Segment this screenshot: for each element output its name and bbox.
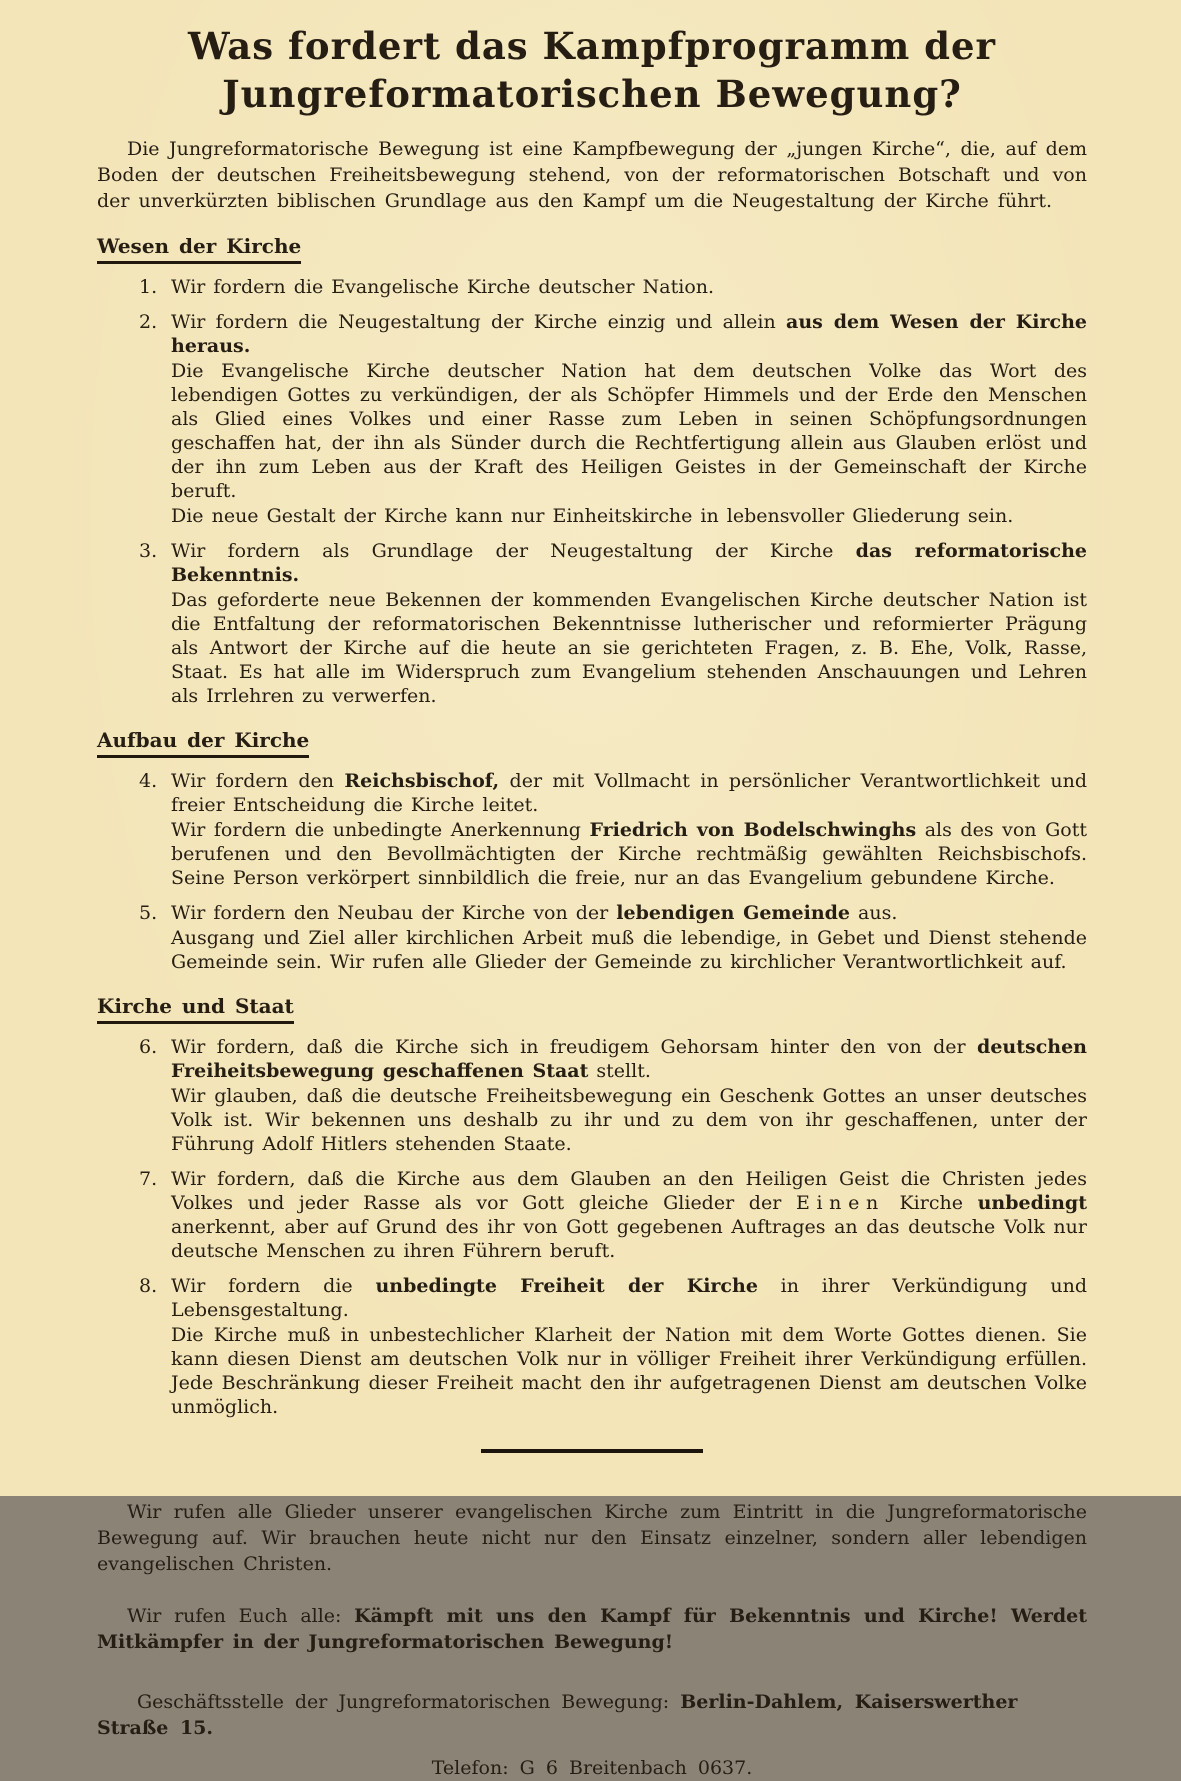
text-run: Kirche [884,1192,978,1215]
item-statement [171,1035,1087,1083]
text-run: Die Kirche muß in unbestechlicher Klarheit der Nation mit dem Worte Gottes dienen. Sie kann diesen Dienst am deutschen Volk nur in völliger Freiheit ihrer Verkündigung erfüllen. Jede Beschränkung dieser Freiheit macht den ihr aufgetragenen Dienst am deutschen Volke unmöglich. [171,1324,1087,1419]
text-run: Die Evangelische Kirche deutscher Nation hat dem deutschen Volke das Wort des lebendigen Gottes zu verkündigen, der als Schöpfer Himmels und der Erde den Menschen als Glied eines Volkes und einer Rasse zum Leben in seinen Schöpfungsordnungen geschaffen hat, der ihn als Sünder durch die Rechtfertigung allein aus Glauben erlöst und der ihn zum Leben aus der Kraft des Heiligen Geistes in der Gemeinschaft der Kirche beruft. [171,360,1087,503]
demand-item [97,1035,1087,1156]
item-paragraph [171,1323,1087,1419]
closing-paragraph: Wir rufen alle Glieder unserer evangelischen Kirche zum Eintritt in die Jungreformatorische Bewegung auf. Wir brauchen heute nicht nur den Einsatz einzelner, sondern aller lebendigen evangelischen Christen. [97,1501,1087,1576]
demand-item [97,275,1087,299]
bold-text-run: unbedingt [977,1192,1087,1215]
program-section [97,214,1087,708]
item-number: 3. [139,540,158,563]
text-run: Wir fordern die unbedingte Anerkennung [171,819,590,842]
text-run: Wir fordern als Grundlage der Neugestaltung der Kirche [171,540,856,563]
item-number: 8. [139,1275,158,1298]
bold-text-run: das reformatorische Bekenntnis. [171,540,1088,587]
text-run: der mit Vollmacht in persönlicher Verantwortlichkeit und freier Entscheidung die Kirche leitet. [171,770,1087,817]
text-run: Wir fordern den Neubau der Kirche von der [171,902,617,925]
text-run: Wir fordern den [171,770,345,793]
item-paragraph [171,504,1087,528]
text-run: Wir fordern, daß die Kirche sich in freudigem Gehorsam hinter den von der [171,1036,978,1059]
program-section [97,974,1087,1419]
title-line-2: Jungreformatorischen Bewegung? [222,72,962,117]
item-paragraph [171,588,1087,708]
bold-text-run: lebendigen Gemeinde [616,902,851,925]
item-number: 6. [139,1036,158,1059]
item-statement [171,1274,1087,1322]
text-run: Wir fordern die Evangelische Kirche deutscher Nation. [171,276,715,299]
item-statement [171,769,1087,817]
telephone-line: Telefon: G 6 Breitenbach 0637. [431,1757,753,1780]
demand-item [97,1274,1087,1419]
item-number: 4. [139,770,158,793]
section-heading: Aufbau der Kirche [97,728,309,758]
spaced-text-run: Einen [795,1192,885,1215]
text-run: Wir fordern die Neugestaltung der Kirche einzig und allein [171,311,787,334]
program-section [97,708,1087,974]
text-run: anerkennt, aber auf Grund des ihr von Gott gegebenen Auftrages an das deutsche Volk nur deutsche Menschen zu ihren Führern beruft. [171,1216,1087,1263]
text-run: Wir rufen Euch alle: [127,1605,355,1628]
text-run: Ausgang und Ziel aller kirchlichen Arbeit muß die lebendige, in Gebet und Dienst stehende Gemeinde sein. Wir rufen alle Glieder der Gemeinde zu kirchlicher Verantwortlichkeit auf. [171,927,1087,974]
item-statement [171,1167,1087,1263]
bold-text-run: aus dem Wesen der Kirche heraus. [171,311,1087,358]
text-run: Wir fordern, daß die Kirche aus dem Glauben an den Heiligen Geist die Christen jedes Volkes und jeder Rasse als vor Gott gleiche Glieder der [171,1168,1087,1215]
item-paragraph [171,926,1087,974]
intro-paragraph: Die Jungreformatorische Bewegung ist eine Kampfbewegung der „jungen Kirche“, die, auf dem Boden der deutschen Freiheitsbewegung stehend, von der reformatorischen Botschaft und von der unverkürzten biblischen Grundlage aus den Kampf um die Neugestaltung der Kirche führt. [97,138,1087,213]
demand-item [97,901,1087,974]
item-statement [171,275,1087,299]
sections-container [97,214,1087,1419]
section-heading: Kirche und Staat [97,994,294,1024]
bold-text-run: Kämpft mit uns den Kampf für Bekenntnis und Kirche! Werdet Mitkämpfer in der Jungreformatorischen Bewegung! [97,1605,1087,1654]
demand-item [97,539,1087,708]
bold-text-run: deutschen Freiheitsbewegung geschaffenen Staat [171,1036,1087,1083]
section-heading: Wesen der Kirche [97,234,301,264]
demand-item [97,310,1087,528]
document-title [97,22,1087,118]
text-run: als des von Gott berufenen und den Bevollmächtigten der Kirche rechtmäßig gewählten Reichsbischofs. Seine Person verkörpert sinnbildlich die freie, nur an das Evangelium gebundene Kirche. [171,819,1087,890]
demand-item [97,769,1087,890]
item-statement [171,539,1087,587]
item-statement [171,901,1087,925]
text-run: Das geforderte neue Bekennen der kommenden Evangelischen Kirche deutscher Nation ist die Entfaltung der reformatorischen Bekenntnisse lutherischer und reformierter Prägung als Antwort der Kirche auf die heute an sie gerichteten Fragen, z. B. Ehe, Volk, Rasse, Staat. Es hat alle im Widerspruch zum Evangelium stehenden Anschauungen und Lehren als Irrlehren zu verwerfen. [171,589,1087,708]
bold-text-run: Reichsbischof, [344,770,500,793]
item-paragraph [171,359,1087,503]
section-divider-rule [481,1449,703,1453]
item-statement [171,310,1087,358]
text-run: aus. [850,902,898,925]
text-run: stellt. [588,1060,651,1083]
demand-item [97,1167,1087,1263]
title-line-1: Was fordert das Kampfprogramm der [187,24,997,68]
text-run: Die neue Gestalt der Kirche kann nur Einheitskirche in lebensvoller Gliederung sein. [171,505,1014,528]
bold-text-run: unbedingte Freiheit der Kirche [375,1275,758,1298]
office-address-line [97,1689,1087,1741]
text-run: Wir glauben, daß die deutsche Freiheitsbewegung ein Geschenk Gottes an unser deutsches Volk ist. Wir bekennen uns deshalb zu ihr und zu dem von ihr geschaffenen, unter der Führung Adolf Hitlers stehenden Staate. [171,1085,1087,1156]
bold-text-run: Berlin-Dahlem, Kaiserswerther Straße 15. [97,1691,1018,1740]
item-number: 7. [139,1168,158,1191]
item-number: 2. [139,311,158,334]
text-run: Geschäftsstelle der Jungreformatorischen Bewegung: [137,1691,681,1714]
item-number: 5. [139,902,158,925]
item-paragraph [171,1084,1087,1156]
bold-text-run: Friedrich von Bodelschwinghs [589,819,917,842]
text-run: in ihrer Verkündigung und Lebensgestaltung. [171,1275,1087,1322]
text-run: Wir fordern die [171,1275,376,1298]
item-paragraph [171,818,1087,890]
appeal-paragraph [97,1603,1087,1655]
item-number: 1. [139,276,158,299]
